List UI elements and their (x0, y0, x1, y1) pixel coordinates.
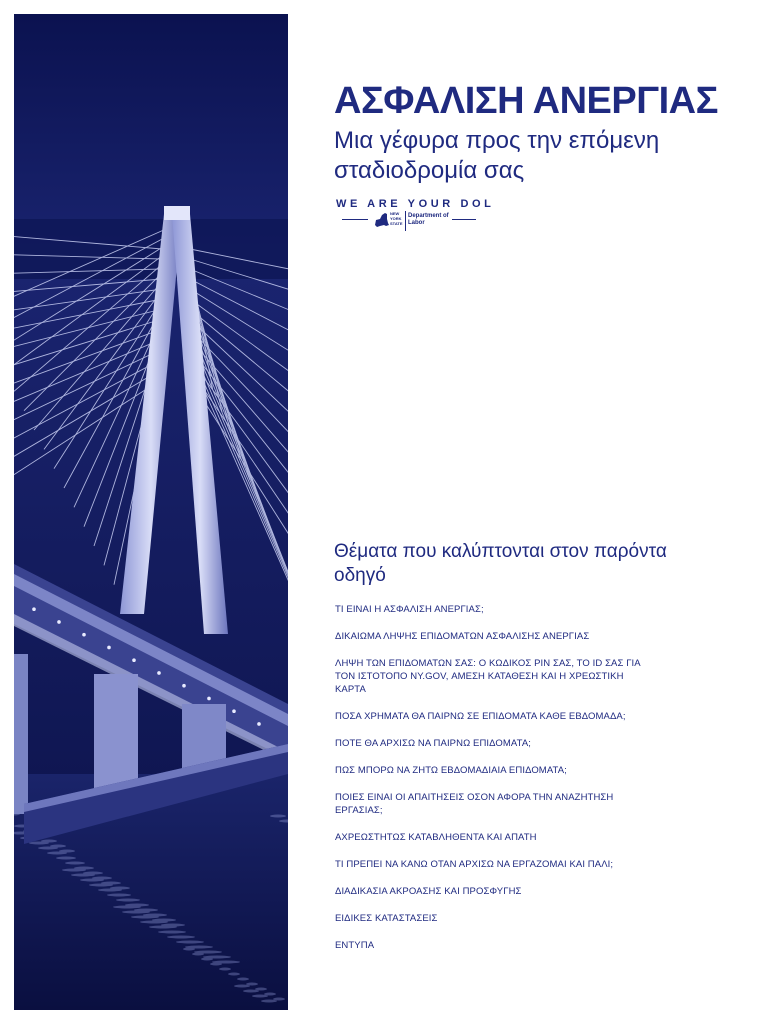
toc-list (335, 603, 655, 966)
car-light (107, 646, 111, 650)
logo-state-text: NEW YORK STATE (390, 211, 403, 226)
toc-item: ΑΧΡΕΩΣΤΗΤΩΣ ΚΑΤΑΒΛΗΘΕΝΤΑ ΚΑΙ ΑΠΑΤΗ (335, 832, 537, 843)
water-reflection (234, 985, 250, 988)
car-light (82, 633, 86, 637)
toc-item: ΤΙ ΕΙΝΑΙ Η ΑΣΦΑΛΙΣΗ ΑΝΕΡΓΙΑΣ; (335, 604, 484, 615)
water-reflection (140, 921, 168, 924)
water-reflection (71, 874, 95, 877)
water-reflection (62, 869, 86, 872)
water-reflection (107, 894, 131, 897)
water-reflection (192, 953, 204, 956)
water-reflection (237, 978, 249, 981)
water-reflection (243, 990, 259, 993)
water-reflection (116, 899, 140, 902)
document-title: ΑΣΦΑΛΙΣΗ ΑΝΕΡΓΙΑΣ (334, 80, 718, 122)
water-reflection (47, 852, 67, 855)
water-reflection (158, 931, 186, 934)
car-light (32, 607, 36, 611)
water-reflection (29, 842, 49, 845)
logo-rule-right (452, 219, 476, 220)
water-reflection (176, 941, 204, 944)
toc-item: ΠΟΙΕΣ ΕΙΝΑΙ ΟΙ ΑΠΑΙΤΗΣΕΙΣ ΟΣΟΝ ΑΦΟΡΑ ΤΗΝ ΑΝΑΖΗΤΗΣΗ ΕΡΓΑΣΙΑΣ; (335, 792, 614, 816)
toc-item: ΕΙΔΙΚΕΣ ΚΑΤΑΣΤΑΣΕΙΣ (335, 913, 438, 924)
logo-divider (405, 211, 406, 231)
toc-item: ΠΟΤΕ ΘΑ ΑΡΧΙΣΩ ΝΑ ΠΑΙΡΝΩ ΕΠΙΔΟΜΑΤΑ; (335, 738, 532, 749)
car-light (157, 671, 161, 675)
water-reflection (261, 1000, 277, 1003)
water-reflection (252, 995, 268, 998)
car-light (232, 709, 236, 713)
water-reflection (210, 963, 222, 966)
water-reflection (80, 879, 104, 882)
water-reflection (113, 906, 141, 909)
dol-logo (342, 210, 478, 234)
document-subtitle: Μια γέφυρα προς την επόμενη σταδιοδρομία σας (334, 127, 660, 184)
water-reflection (228, 973, 240, 976)
toc-item: ΠΟΣΑ ΧΡΗΜΑΤΑ ΘΑ ΠΑΙΡΝΩ ΣΕ ΕΠΙΔΟΜΑΤΑ ΚΑΘΕ ΕΒΔΟΜΑΔΑ; (335, 711, 626, 722)
car-light (57, 620, 61, 624)
car-light (257, 722, 261, 726)
toc-item: ΠΩΣ ΜΠΟΡΩ ΝΑ ΖΗΤΩ ΕΒΔΟΜΑΔΙΑΙΑ ΕΠΙΔΟΜΑΤΑ; (335, 765, 567, 776)
toc-item: ΤΙ ΠΡΕΠΕΙ ΝΑ ΚΑΝΩ ΟΤΑΝ ΑΡΧΙΣΩ ΝΑ ΕΡΓΑΖΟΜΑΙ ΚΑΙ ΠΑΛΙ; (335, 859, 614, 870)
water-reflection (98, 889, 122, 892)
water-reflection (183, 948, 195, 951)
water-reflection (167, 936, 195, 939)
water-reflection (38, 847, 58, 850)
cable-stayed-bridge-photo (14, 14, 288, 1010)
toc-item: ΔΙΑΔΙΚΑΣΙΑ ΑΚΡΟΑΣΗΣ ΚΑΙ ΠΡΟΣΦΥΓΗΣ (335, 886, 522, 897)
toc-heading: Θέματα που καλύπτονται στον παρόντα οδηγό (334, 541, 667, 586)
logo-rule-left (342, 219, 368, 220)
water-reflection (65, 862, 85, 865)
car-light (207, 697, 211, 701)
water-reflection (56, 857, 76, 860)
car-light (182, 684, 186, 688)
toc-item: ΛΗΨΗ ΤΩΝ ΕΠΙΔΟΜΑΤΩΝ ΣΑΣ: Ο ΚΩΔΙΚΟΣ PIN ΣΑΣ, ΤΟ ID ΣΑΣ ΓΙΑ ΤΟΝ ΙΣΤΟΤΟΠΟ NY.GOV, ΑΜΕΣΗ ΚΑΤΑΘΕΣΗ ΚΑΙ Η ΧΡΕΩΣΤΙΚΗ ΚΑΡΤΑ (335, 658, 641, 695)
new-york-state-map-icon (372, 210, 390, 230)
toc-item: ΕΝΤΥΠΑ (335, 940, 375, 951)
toc-item: ΔΙΚΑΙΩΜΑ ΛΗΨΗΣ ΕΠΙΔΟΜΑΤΩΝ ΑΣΦΑΛΙΣΗΣ ΑΝΕΡΓΙΑΣ (335, 631, 590, 642)
dol-tagline: WE ARE YOUR DOL (336, 198, 495, 210)
water-reflection (122, 911, 150, 914)
logo-department-text: Department of Labor (408, 213, 449, 226)
water-reflection (270, 815, 286, 818)
water-reflection (131, 916, 159, 919)
water-reflection (89, 884, 113, 887)
water-reflection (149, 926, 177, 929)
water-reflection (201, 958, 213, 961)
water-reflection (219, 968, 231, 971)
car-light (132, 658, 136, 662)
